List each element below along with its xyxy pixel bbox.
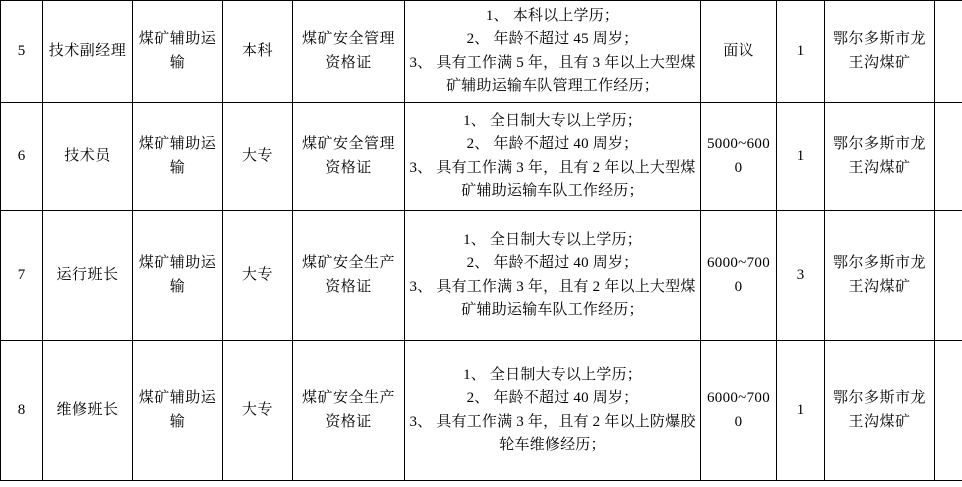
row-headcount: 1 (777, 1, 825, 103)
row-headcount: 3 (777, 211, 825, 341)
requirement-line: 2、 年龄不超过 45 周岁； (466, 31, 639, 48)
table-row (1, 1, 962, 103)
row-requirements (405, 211, 701, 341)
row-number: 7 (1, 211, 43, 341)
row-extra (935, 341, 962, 481)
row-salary: 6000~7000 (701, 341, 777, 481)
row-location: 鄂尔多斯市龙王沟煤矿 (825, 341, 935, 481)
row-salary: 5000~6000 (701, 103, 777, 211)
requirement-line: 3、 具有工作满 3 年，且有 2 年以上大型煤矿辅助运输车队工作经历； (409, 159, 696, 199)
requirement-line: 1、 全日制大专以上学历； (463, 367, 642, 383)
row-certificate: 煤矿安全生产资格证 (293, 341, 405, 481)
requirement-line: 2、 年龄不超过 40 周岁； (466, 390, 639, 407)
requirement-line: 1、 全日制大专以上学历； (463, 232, 642, 248)
requirement-line: 1、 本科以上学历； (485, 8, 620, 24)
row-location: 鄂尔多斯市龙王沟煤矿 (825, 1, 935, 103)
row-salary: 面议 (701, 1, 777, 103)
row-department: 煤矿辅助运输 (133, 341, 223, 481)
row-certificate: 煤矿安全生产资格证 (293, 211, 405, 341)
requirement-line: 3、 具有工作满 3 年，且有 2 年以上防爆胶轮车维修经历； (409, 413, 696, 453)
row-extra (935, 103, 962, 211)
row-headcount: 1 (777, 103, 825, 211)
row-number: 8 (1, 341, 43, 481)
row-certificate: 煤矿安全管理资格证 (293, 1, 405, 103)
row-certificate: 煤矿安全管理资格证 (293, 103, 405, 211)
row-requirements (405, 341, 701, 481)
table-row (1, 211, 962, 341)
row-post: 维修班长 (43, 341, 133, 481)
row-extra (935, 1, 962, 103)
row-education: 本科 (223, 1, 293, 103)
row-department: 煤矿辅助运输 (133, 103, 223, 211)
requirement-line: 2、 年龄不超过 40 周岁； (466, 136, 639, 153)
row-location: 鄂尔多斯市龙王沟煤矿 (825, 103, 935, 211)
requirement-line: 3、 具有工作满 3 年，且有 2 年以上大型煤矿辅助运输车队工作经历； (409, 278, 696, 318)
row-education: 大专 (223, 103, 293, 211)
row-post: 技术员 (43, 103, 133, 211)
row-requirements (405, 1, 701, 103)
row-education: 大专 (223, 211, 293, 341)
requirement-line: 2、 年龄不超过 40 周岁； (466, 255, 639, 272)
row-number: 6 (1, 103, 43, 211)
row-number: 5 (1, 1, 43, 103)
row-post: 运行班长 (43, 211, 133, 341)
table-row (1, 103, 962, 211)
row-salary: 6000~7000 (701, 211, 777, 341)
row-extra (935, 211, 962, 341)
row-location: 鄂尔多斯市龙王沟煤矿 (825, 211, 935, 341)
row-department: 煤矿辅助运输 (133, 211, 223, 341)
row-requirements (405, 103, 701, 211)
table-row (1, 341, 962, 481)
requirement-line: 3、 具有工作满 5 年，且有 3 年以上大型煤矿辅助运输车队管理工作经历； (409, 54, 696, 94)
row-headcount: 1 (777, 341, 825, 481)
row-post: 技术副经理 (43, 1, 133, 103)
requirement-line: 1、 全日制大专以上学历； (463, 113, 642, 129)
row-department: 煤矿辅助运输 (133, 1, 223, 103)
row-education: 大专 (223, 341, 293, 481)
